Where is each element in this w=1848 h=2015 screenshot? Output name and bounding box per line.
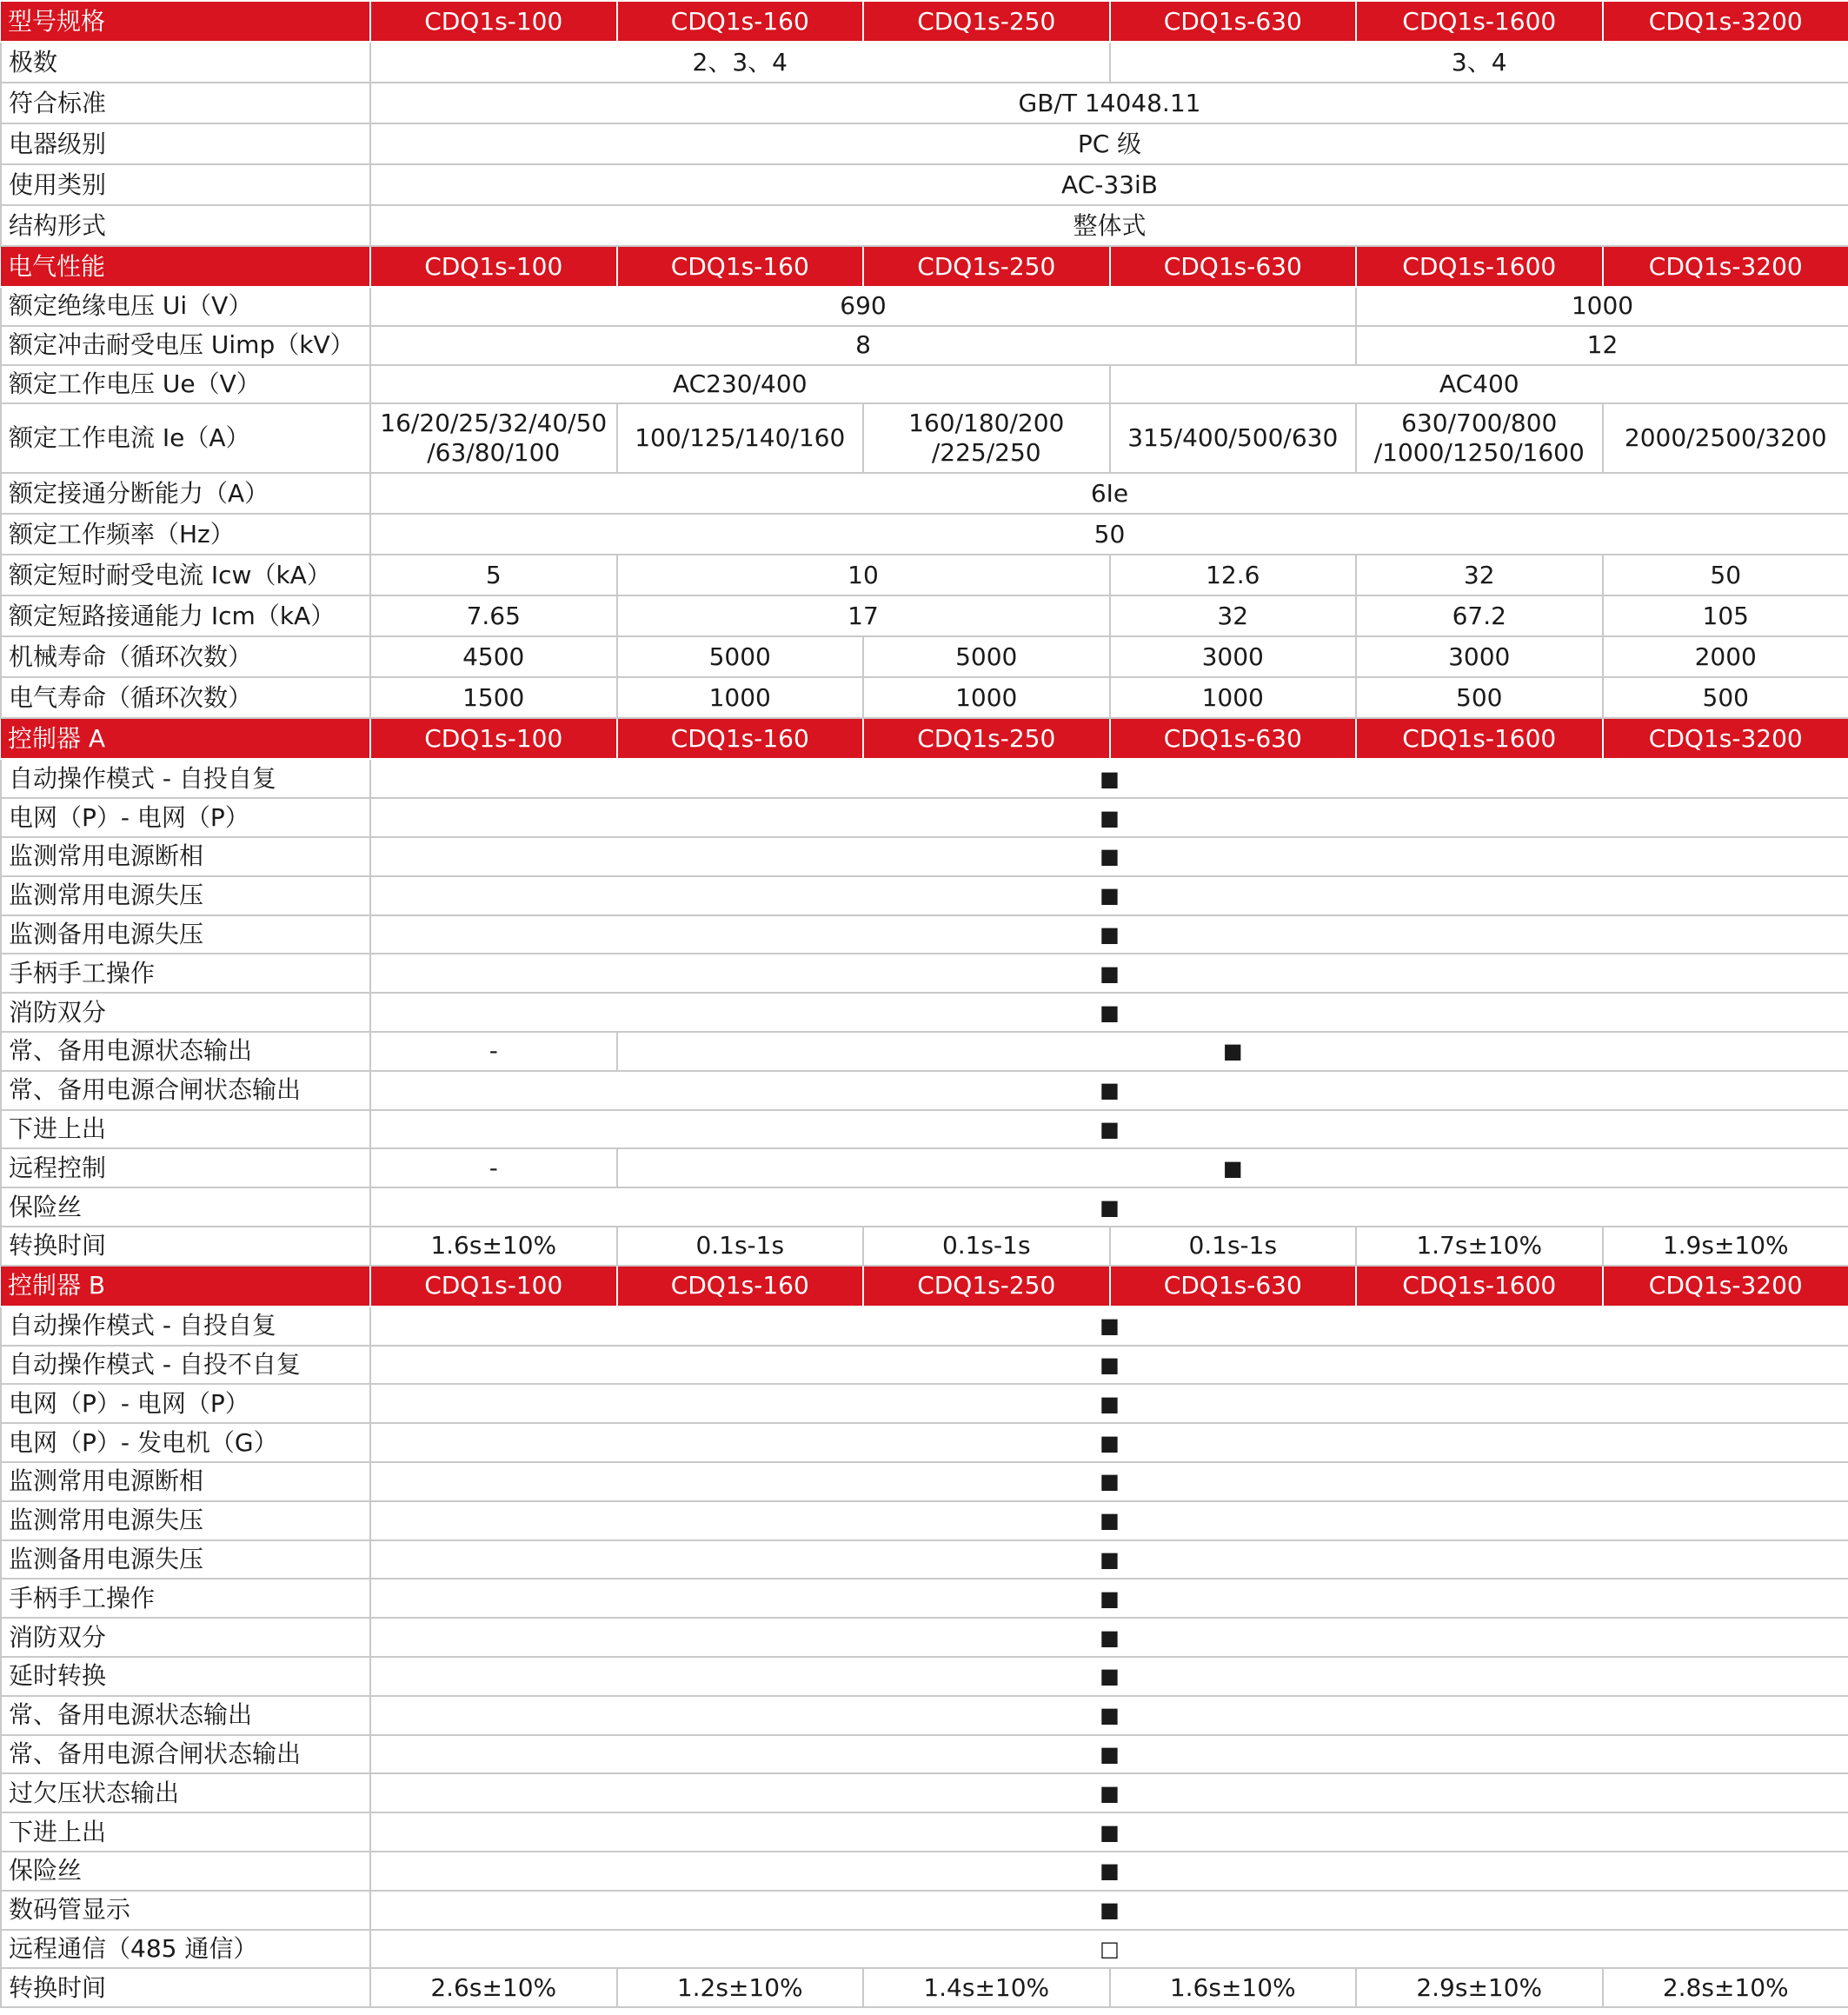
row-label: 电网（P）- 电网（P） [1,1384,370,1423]
section-title: 电气性能 [1,246,370,287]
table-row [1,636,1848,677]
supported-mark: ■ [370,1501,1848,1540]
feature-row [1,1346,1848,1385]
row-label: 常、备用电源状态输出 [1,1032,370,1071]
feature-row [1,1540,1848,1579]
supported-mark: ■ [617,1148,1848,1187]
row-label: 额定冲击耐受电压 Uimp（kV） [1,326,370,365]
value-cell: 3000 [1110,636,1357,677]
model-header-cell: CDQ1s-250 [863,1266,1110,1307]
row-label: 转换时间 [1,1227,370,1266]
value-cell: 6Ie [370,473,1848,514]
supported-mark: ■ [370,993,1848,1032]
table-row [1,555,1848,595]
feature-row [1,1110,1848,1149]
feature-row [1,954,1848,993]
row-label: 下进上出 [1,1812,370,1852]
model-header-cell: CDQ1s-100 [370,1266,617,1307]
model-header-cell: CDQ1s-630 [1110,718,1357,759]
value-cell: AC400 [1110,365,1848,404]
value-line: 100/125/140/160 [635,423,846,453]
row-label: 额定工作电流 Ie（A） [1,403,370,473]
table-row [1,514,1848,555]
row-label: 手柄手工操作 [1,1579,370,1618]
value-cell: 3、4 [1110,42,1848,83]
supported-mark: ■ [370,1071,1848,1110]
model-header-cell: CDQ1s-250 [863,246,1110,287]
row-label: 自动操作模式 - 自投自复 [1,1307,370,1346]
value-cell: 5000 [617,636,864,677]
feature-row [1,1773,1848,1812]
row-label: 消防双分 [1,1618,370,1657]
table-row [1,1968,1848,2007]
model-header-cell: CDQ1s-160 [617,718,864,759]
table-row [1,473,1848,514]
row-label: 常、备用电源合闸状态输出 [1,1735,370,1774]
value-cell: 50 [1603,555,1848,595]
supported-mark: ■ [370,1307,1848,1346]
model-header-cell: CDQ1s-3200 [1603,1,1848,42]
not-available-mark: - [370,1148,617,1187]
row-label: 监测常用电源断相 [1,1462,370,1501]
supported-mark: ■ [370,1110,1848,1149]
supported-mark: ■ [370,1618,1848,1657]
value-cell: 12 [1356,326,1848,365]
feature-row [1,1579,1848,1618]
row-label: 额定短路接通能力 Icm（kA） [1,595,370,636]
row-label: 额定绝缘电压 Ui（V） [1,287,370,326]
row-label: 远程控制 [1,1148,370,1187]
value-cell [1603,403,1848,473]
row-label: 监测备用电源失压 [1,1540,370,1579]
section-header-controller-a [1,718,1848,759]
value-cell: 1.6s±10% [1110,1968,1357,2007]
supported-mark: ■ [370,837,1848,876]
value-cell [1110,403,1357,473]
feature-row [1,1071,1848,1110]
feature-row [1,1187,1848,1227]
table-row [1,1227,1848,1266]
optional-mark: □ [370,1930,1848,1969]
supported-mark: ■ [370,1579,1848,1618]
section-header-electrical [1,246,1848,287]
value-cell: 32 [1356,555,1603,595]
feature-row [1,1462,1848,1501]
supported-mark: ■ [370,1187,1848,1227]
feature-row [1,1812,1848,1852]
model-header-cell: CDQ1s-630 [1110,246,1357,287]
row-label: 电器级别 [1,123,370,164]
value-cell [617,403,864,473]
row-label: 结构形式 [1,205,370,246]
value-cell: 3000 [1356,636,1603,677]
table-row [1,595,1848,636]
value-cell: 0.1s-1s [617,1227,864,1266]
model-header-cell: CDQ1s-1600 [1356,1266,1603,1307]
value-cell: 7.65 [370,595,617,636]
value-cell: 67.2 [1356,595,1603,636]
row-label: 监测常用电源断相 [1,837,370,876]
model-header-cell: CDQ1s-1600 [1356,718,1603,759]
model-header-cell: CDQ1s-3200 [1603,246,1848,287]
table-row [1,83,1848,123]
value-cell: AC-33iB [370,164,1848,205]
row-label: 额定接通分断能力（A） [1,473,370,514]
value-cell: 105 [1603,595,1848,636]
value-cell: 1000 [1110,677,1357,718]
row-label: 常、备用电源合闸状态输出 [1,1071,370,1110]
supported-mark: ■ [370,876,1848,915]
model-header-cell: CDQ1s-250 [863,1,1110,42]
row-label: 下进上出 [1,1110,370,1149]
value-cell: 0.1s-1s [1110,1227,1357,1266]
model-header-cell: CDQ1s-160 [617,1,864,42]
feature-row [1,759,1848,798]
supported-mark: ■ [617,1032,1848,1071]
model-header-cell: CDQ1s-100 [370,246,617,287]
table-row [1,403,1848,473]
supported-mark: ■ [370,1540,1848,1579]
value-cell: 1.7s±10% [1356,1227,1603,1266]
model-header-cell: CDQ1s-3200 [1603,1266,1848,1307]
row-label: 电网（P）- 发电机（G） [1,1423,370,1462]
value-line: /225/250 [931,438,1041,468]
value-cell: 整体式 [370,205,1848,246]
value-cell: PC 级 [370,123,1848,164]
value-cell: 50 [370,514,1848,555]
table-row [1,205,1848,246]
not-available-mark: - [370,1032,617,1071]
section-header-spec [1,1,1848,42]
value-cell: 5000 [863,636,1110,677]
value-line: 315/400/500/630 [1127,423,1339,453]
value-line: /63/80/100 [427,438,561,468]
row-label: 监测备用电源失压 [1,915,370,954]
row-label: 电气寿命（循环次数） [1,677,370,718]
feature-row [1,798,1848,837]
feature-row [1,1307,1848,1346]
section-title: 型号规格 [1,1,370,42]
supported-mark: ■ [370,1462,1848,1501]
value-cell: 500 [1603,677,1848,718]
value-cell: 10 [617,555,1110,595]
feature-row [1,993,1848,1032]
model-header-cell: CDQ1s-100 [370,1,617,42]
row-label: 电网（P）- 电网（P） [1,798,370,837]
value-cell [370,403,617,473]
supported-mark: ■ [370,915,1848,954]
value-cell: GB/T 14048.11 [370,83,1848,123]
row-label: 过欠压状态输出 [1,1773,370,1812]
supported-mark: ■ [370,759,1848,798]
value-cell: 690 [370,287,1356,326]
row-label: 监测常用电源失压 [1,876,370,915]
section-title: 控制器 A [1,718,370,759]
feature-row [1,1032,1848,1071]
model-header-cell: CDQ1s-1600 [1356,246,1603,287]
feature-row [1,1501,1848,1540]
feature-row [1,915,1848,954]
value-cell: 1.4s±10% [863,1968,1110,2007]
row-label: 自动操作模式 - 自投自复 [1,759,370,798]
model-header-cell: CDQ1s-160 [617,246,864,287]
row-label: 保险丝 [1,1187,370,1227]
table-row [1,42,1848,83]
row-label: 机械寿命（循环次数） [1,636,370,677]
row-label: 自动操作模式 - 自投不自复 [1,1346,370,1385]
supported-mark: ■ [370,1657,1848,1696]
section-header-controller-b [1,1266,1848,1307]
row-label: 额定工作电压 Ue（V） [1,365,370,404]
feature-row [1,1618,1848,1657]
value-cell: 12.6 [1110,555,1357,595]
value-line: 160/180/200 [908,409,1065,438]
row-label: 转换时间 [1,1968,370,2007]
value-cell: 500 [1356,677,1603,718]
model-header-cell: CDQ1s-630 [1110,1266,1357,1307]
feature-row [1,1930,1848,1969]
value-cell: 1500 [370,677,617,718]
model-header-cell: CDQ1s-1600 [1356,1,1603,42]
model-header-cell: CDQ1s-100 [370,718,617,759]
table-row [1,164,1848,205]
supported-mark: ■ [370,954,1848,993]
feature-row [1,1148,1848,1187]
value-cell: 32 [1110,595,1357,636]
feature-row [1,1384,1848,1423]
value-cell: 1.9s±10% [1603,1227,1848,1266]
row-label: 监测常用电源失压 [1,1501,370,1540]
value-cell: 2000 [1603,636,1848,677]
section-title: 控制器 B [1,1266,370,1307]
value-cell: 0.1s-1s [863,1227,1110,1266]
row-label: 额定工作频率（Hz） [1,514,370,555]
value-cell: 1000 [863,677,1110,718]
row-label: 保险丝 [1,1852,370,1891]
row-label: 使用类别 [1,164,370,205]
supported-mark: ■ [370,1346,1848,1385]
feature-row [1,1657,1848,1696]
value-cell: 17 [617,595,1110,636]
value-cell: AC230/400 [370,365,1110,404]
row-label: 常、备用电源状态输出 [1,1696,370,1735]
value-cell: 5 [370,555,617,595]
feature-row [1,1852,1848,1891]
value-cell: 1000 [617,677,864,718]
row-label: 额定短时耐受电流 Icw（kA） [1,555,370,595]
value-cell: 2.9s±10% [1356,1968,1603,2007]
table-row [1,287,1848,326]
value-cell: 2.8s±10% [1603,1968,1848,2007]
value-cell: 1.2s±10% [617,1968,864,2007]
value-cell [1356,403,1603,473]
table-row [1,326,1848,365]
value-line: 16/20/25/32/40/50 [380,409,608,438]
supported-mark: ■ [370,1696,1848,1735]
feature-row [1,1696,1848,1735]
row-label: 符合标准 [1,83,370,123]
model-header-cell: CDQ1s-250 [863,718,1110,759]
feature-row [1,1891,1848,1930]
supported-mark: ■ [370,1852,1848,1891]
value-line: /1000/1250/1600 [1373,438,1585,468]
table-row [1,365,1848,404]
supported-mark: ■ [370,1423,1848,1462]
value-cell [863,403,1110,473]
row-label: 数码管显示 [1,1891,370,1930]
model-header-cell: CDQ1s-630 [1110,1,1357,42]
value-cell: 8 [370,326,1356,365]
supported-mark: ■ [370,1812,1848,1852]
value-cell: 1.6s±10% [370,1227,617,1266]
value-cell: 1000 [1356,287,1848,326]
value-line: 630/700/800 [1401,409,1558,438]
feature-row [1,1735,1848,1774]
row-label: 远程通信（485 通信） [1,1930,370,1969]
table-row [1,677,1848,718]
value-cell: 4500 [370,636,617,677]
table-row [1,123,1848,164]
supported-mark: ■ [370,1891,1848,1930]
value-line: 2000/2500/3200 [1624,423,1827,453]
model-header-cell: CDQ1s-160 [617,1266,864,1307]
feature-row [1,837,1848,876]
value-cell: 2.6s±10% [370,1968,617,2007]
row-label: 延时转换 [1,1657,370,1696]
supported-mark: ■ [370,1735,1848,1774]
feature-row [1,1423,1848,1462]
row-label: 消防双分 [1,993,370,1032]
supported-mark: ■ [370,798,1848,837]
value-cell: 2、3、4 [370,42,1110,83]
model-header-cell: CDQ1s-3200 [1603,718,1848,759]
supported-mark: ■ [370,1384,1848,1423]
feature-row [1,876,1848,915]
row-label: 极数 [1,42,370,83]
row-label: 手柄手工操作 [1,954,370,993]
supported-mark: ■ [370,1773,1848,1812]
